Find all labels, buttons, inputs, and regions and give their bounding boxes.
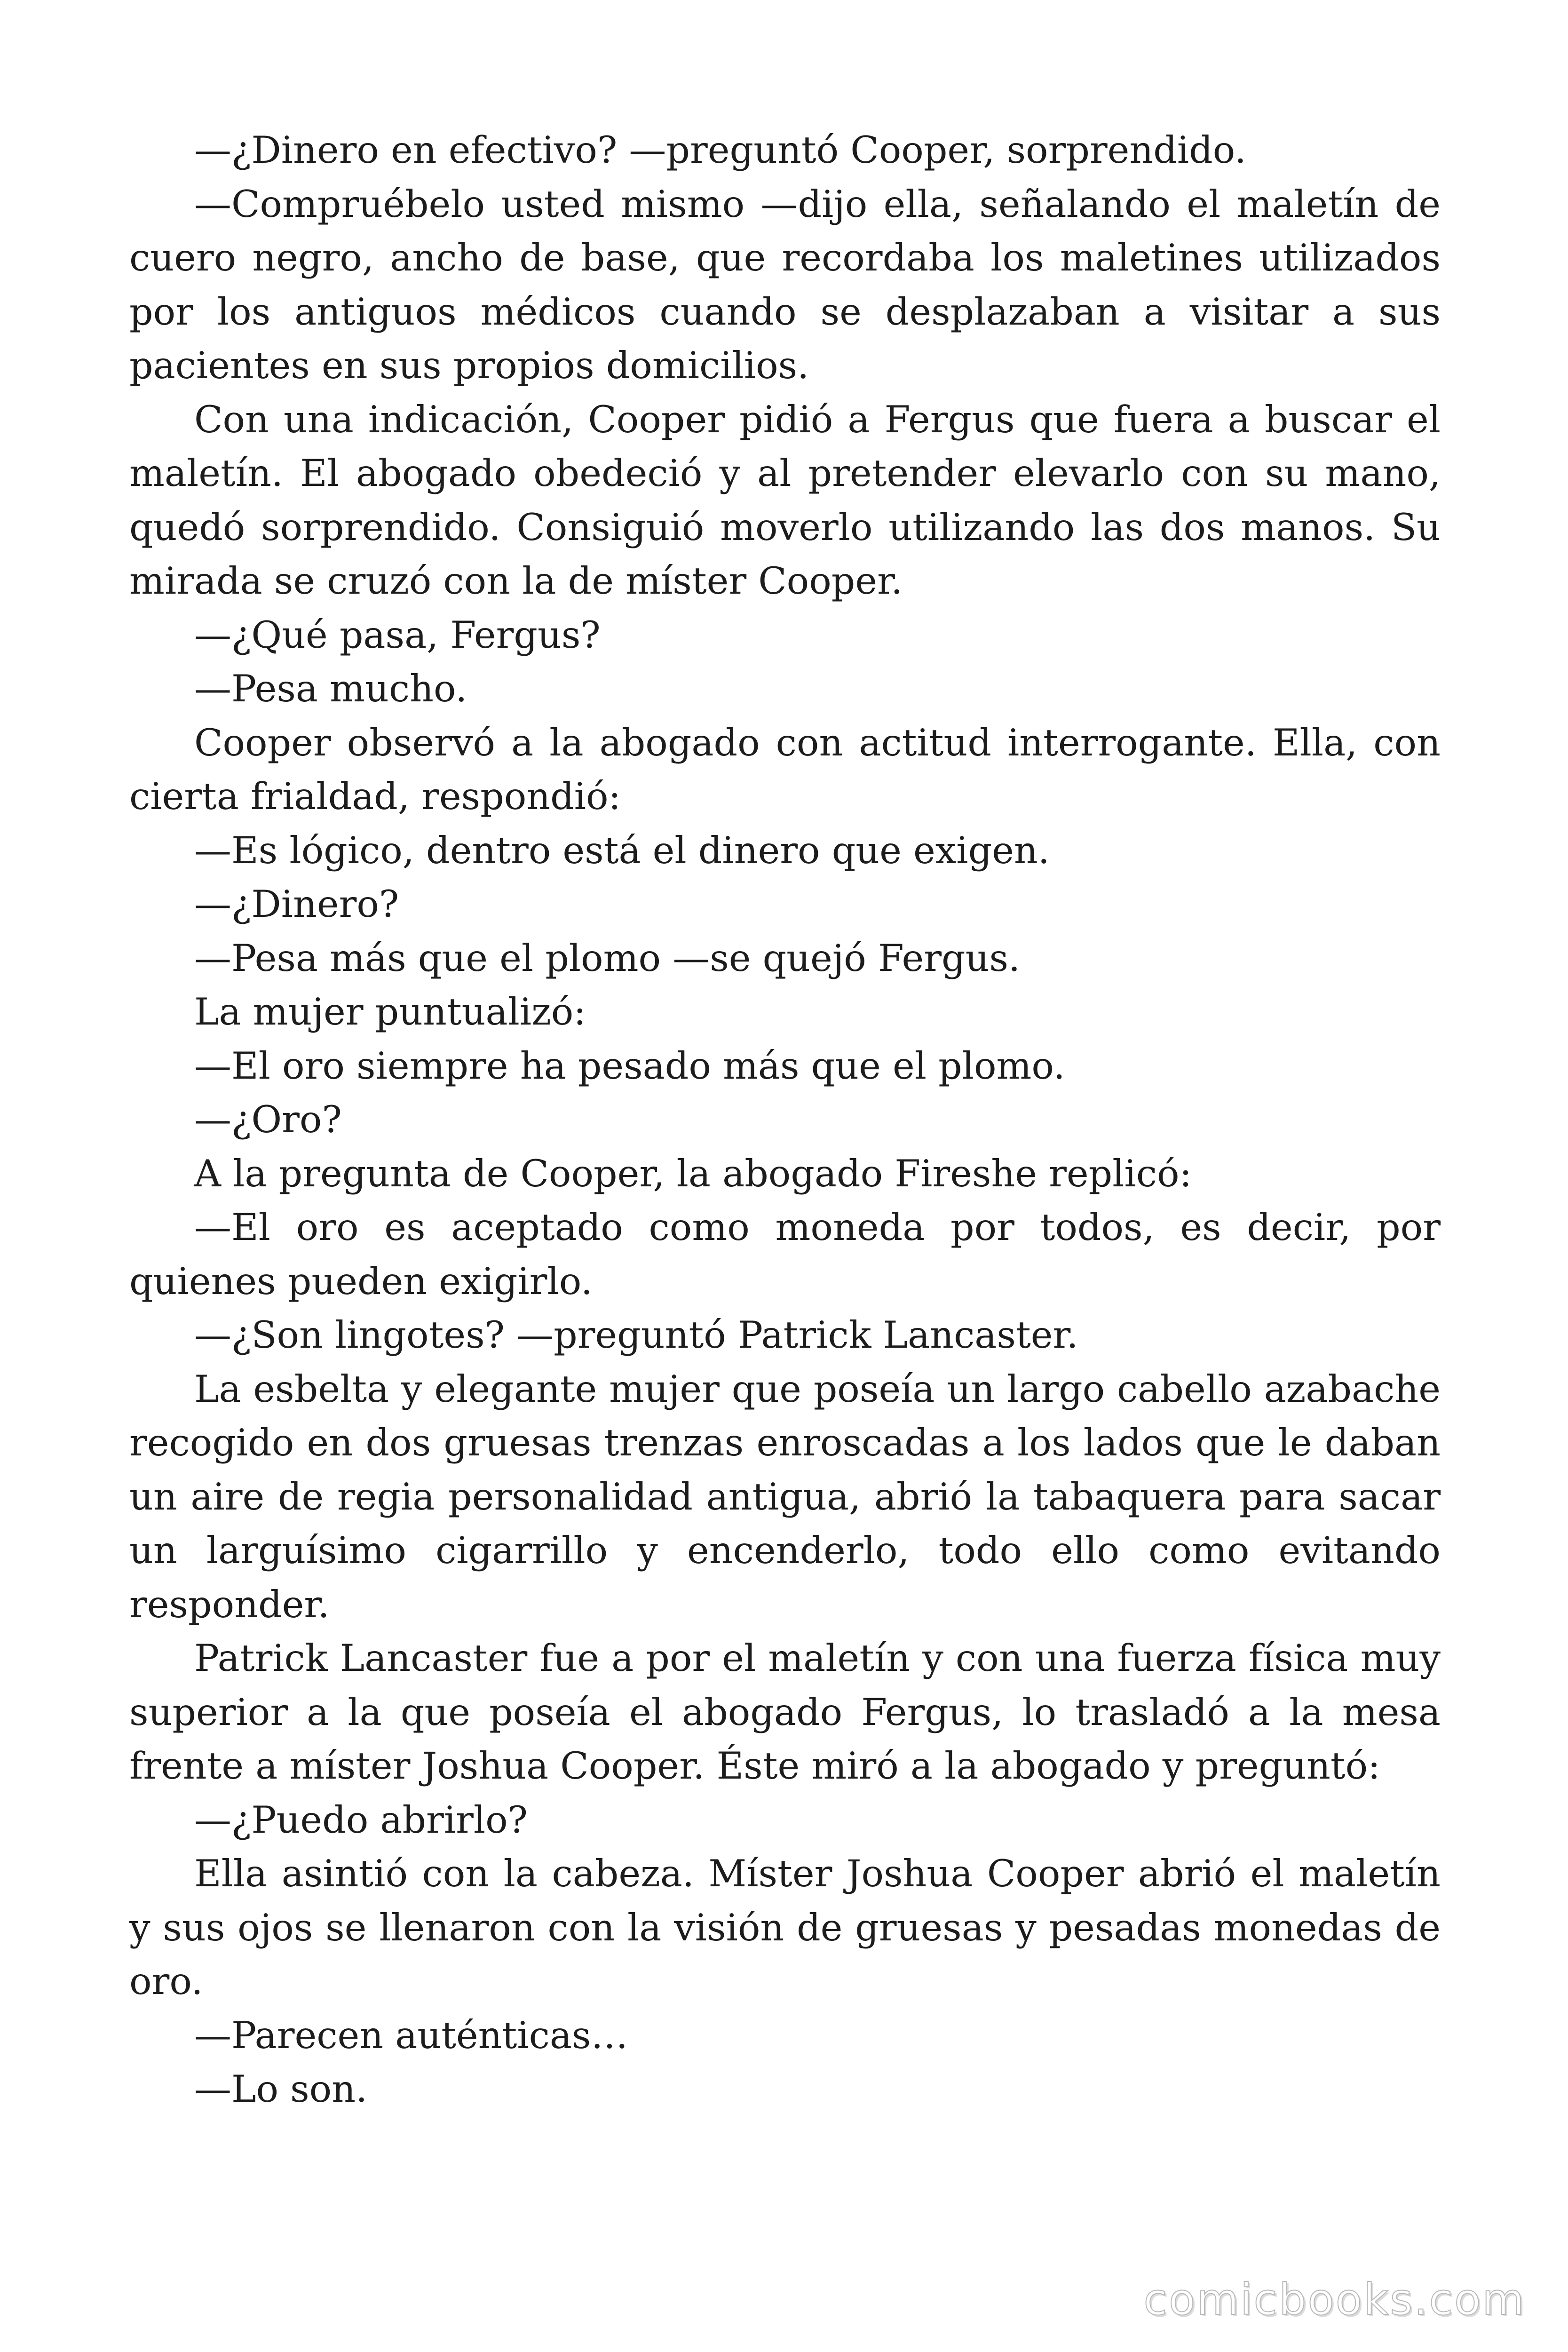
paragraph: Cooper observó a la abogado con actitud interrogante. Ella, con cierta frialdad, respondió: bbox=[129, 721, 1441, 818]
paragraph: —El oro siempre ha pesado más que el plomo. bbox=[194, 1044, 1065, 1088]
paragraph: —Pesa más que el plomo —se quejó Fergus. bbox=[194, 936, 1021, 980]
paragraph: —¿Puedo abrirlo? bbox=[194, 1798, 528, 1842]
paragraph: —El oro es aceptado como moneda por todos, es decir, por quienes pueden exigirlo. bbox=[129, 1206, 1441, 1303]
paragraph: La mujer puntualizó: bbox=[194, 990, 586, 1033]
paragraph: —Parecen auténticas… bbox=[194, 2013, 628, 2057]
paragraph: —Es lógico, dentro está el dinero que exigen. bbox=[194, 828, 1050, 872]
paragraph: Patrick Lancaster fue a por el maletín y con una fuerza física muy superior a la que poseía el abogado Fergus, lo trasladó a la mesa frente a míster Joshua Cooper. Éste miró a la abogado y preguntó: bbox=[129, 1637, 1441, 1788]
paragraph: —¿Oro? bbox=[194, 1098, 342, 1141]
paragraph: —¿Qué pasa, Fergus? bbox=[194, 613, 601, 657]
watermark: comicbooks.com bbox=[1143, 2274, 1526, 2325]
paragraph: —Lo son. bbox=[194, 2067, 368, 2111]
page-body-text bbox=[129, 123, 1441, 2116]
paragraph: —Pesa mucho. bbox=[194, 667, 467, 710]
paragraph: Con una indicación, Cooper pidió a Fergus que fuera a buscar el maletín. El abogado obedeció y al pretender elevarlo con su mano, quedó sorprendido. Consiguió moverlo utilizando las dos manos. Su mirada se cruzó con la de míster Cooper. bbox=[129, 397, 1441, 603]
paragraph: —¿Dinero en efectivo? —preguntó Cooper, sorprendido. bbox=[194, 128, 1246, 172]
paragraph: —Compruébelo usted mismo —dijo ella, señalando el maletín de cuero negro, ancho de base, que recordaba los maletines utilizados por los antiguos médicos cuando se desplazaban a visitar a sus pacientes en sus propios domicilios. bbox=[129, 182, 1441, 387]
paragraph: A la pregunta de Cooper, la abogado Fireshe replicó: bbox=[194, 1152, 1192, 1195]
paragraph: —¿Son lingotes? —preguntó Patrick Lancaster. bbox=[194, 1313, 1078, 1357]
paragraph: Ella asintió con la cabeza. Míster Joshua Cooper abrió el maletín y sus ojos se llenaron con la visión de gruesas y pesadas monedas de oro. bbox=[129, 1852, 1441, 2003]
paragraph: —¿Dinero? bbox=[194, 882, 399, 926]
paragraph: La esbelta y elegante mujer que poseía un largo cabello azabache recogido en dos gruesas trenzas enroscadas a los lados que le daban un aire de regia personalidad antigua, abrió la tabaquera para sacar un larguísimo cigarrillo y encenderlo, todo ello como evitando responder. bbox=[129, 1367, 1441, 1626]
